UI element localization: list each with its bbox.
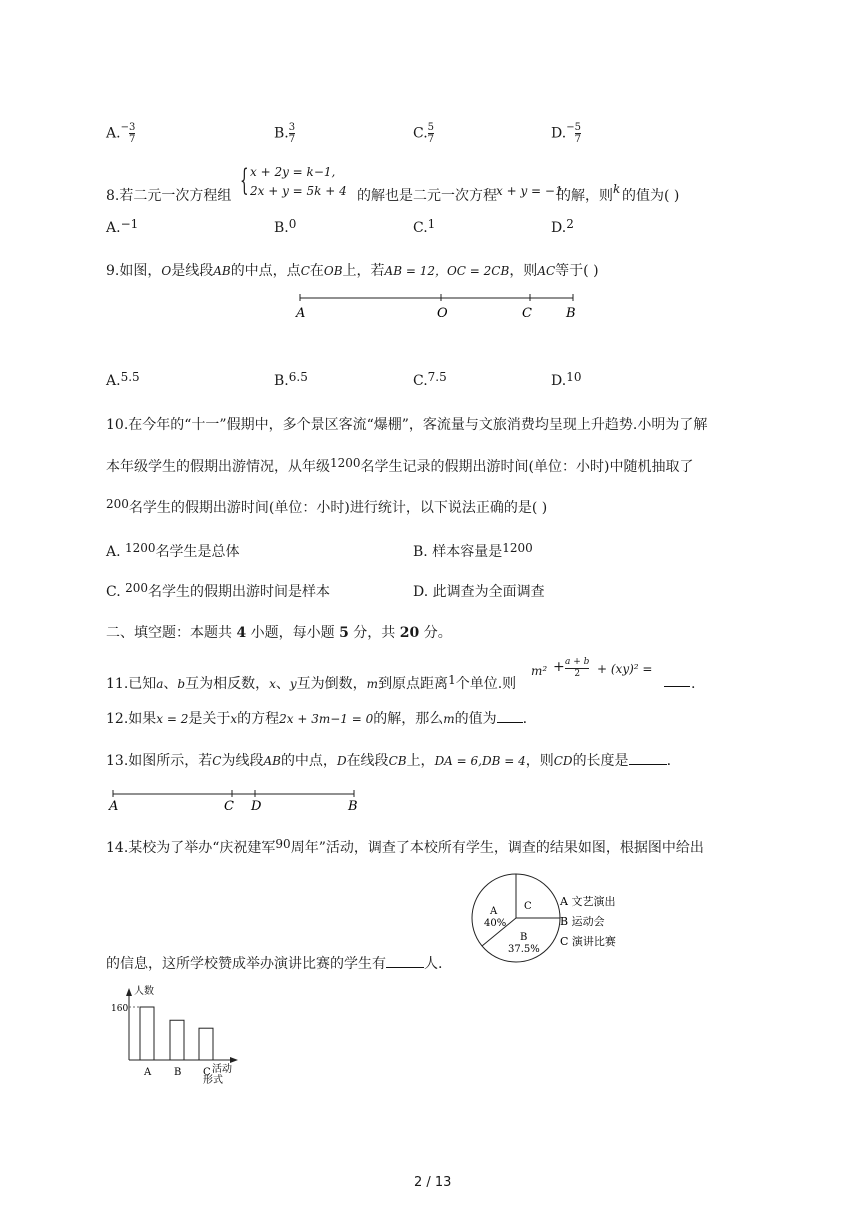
numerator: 3: [288, 122, 296, 133]
text: 分。: [419, 625, 452, 641]
fraction: [289, 122, 295, 145]
text: 名学生的假期出游时间(单位：小时)进行统计，以下说法正确的是( ): [128, 500, 548, 516]
var-b: b: [177, 677, 186, 691]
var-a: a: [156, 677, 164, 691]
var-cb: CB: [388, 754, 407, 768]
answer-blank: [664, 686, 690, 687]
denominator: 7: [574, 134, 581, 145]
text: 在线段: [346, 753, 389, 769]
option-letter: B.: [413, 544, 428, 560]
x-tick-label: B: [174, 1067, 182, 1078]
text: 周年”活动，调查了本校所有学生，调查的结果如图，根据图中给出: [290, 840, 704, 856]
text: 互为相反数，: [185, 676, 270, 692]
text: 上，: [406, 753, 435, 769]
q11-question: [106, 673, 516, 693]
bar-c: [199, 1028, 213, 1060]
option-letter: D.: [413, 584, 429, 600]
q7-option-d: [551, 122, 581, 145]
fraction: [428, 122, 434, 145]
pie-label-c: C: [524, 901, 532, 912]
text: ，则: [525, 753, 554, 769]
option-text: 此调查为全面调查: [432, 584, 545, 600]
option-letter: C.: [413, 373, 428, 389]
option-letter: D.: [551, 220, 567, 236]
q8-eq2: 2x + y = 5k + 4: [250, 184, 347, 198]
q8-option-b: [274, 217, 297, 236]
q9-question: [106, 260, 599, 280]
var-x: x: [269, 677, 276, 691]
denominator: 2: [574, 669, 581, 679]
label-d: D: [251, 799, 262, 814]
x-axis-arrow: [230, 1057, 238, 1063]
numerator: 3: [128, 122, 136, 133]
text: 13.如图所示，若: [106, 753, 213, 769]
option-text: 名学生是总体: [155, 544, 240, 560]
number: 5: [339, 625, 349, 641]
option-value: 2: [566, 217, 574, 231]
option-letter: A.: [106, 544, 121, 560]
var-m: m: [366, 677, 379, 691]
q11-expr-rest: + (xy)² =: [597, 662, 653, 676]
page-number: 2 / 13: [414, 1175, 452, 1190]
q10-line2: [106, 456, 693, 476]
q10-option-c: [106, 581, 330, 601]
option-letter: B.: [274, 373, 289, 389]
var-y: y: [289, 677, 297, 691]
answer-blank: [629, 752, 667, 765]
q8-prefix: 8.若二元一次方程组: [106, 188, 232, 204]
text: 等于( ): [555, 263, 599, 279]
option-value: 200: [125, 581, 149, 595]
label-c: C: [224, 799, 234, 814]
q9-option-d: [551, 370, 582, 389]
label-a: A: [109, 799, 119, 814]
y-axis-arrow: [126, 988, 132, 996]
q10-option-a: [106, 541, 240, 561]
label-b: B: [348, 799, 358, 814]
text: 的值为: [454, 711, 497, 727]
var-ac: AC: [537, 264, 556, 278]
text: 互为倒数，: [296, 676, 367, 692]
numerator: 5: [574, 122, 581, 133]
text: 的中点，点: [230, 263, 301, 279]
text: 为线段: [221, 753, 264, 769]
q10-option-d: [413, 581, 545, 601]
pie-percent-a: 40%: [484, 918, 507, 929]
option-text: 名学生的假期出游时间是样本: [148, 584, 331, 600]
q9-segment-figure: [290, 290, 590, 324]
var-ab: AB: [213, 264, 231, 278]
text: 是关于: [188, 711, 231, 727]
text: .: [522, 711, 528, 727]
option-value: −1: [120, 217, 139, 231]
option-letter: D.: [551, 373, 567, 389]
text: 的信息，这所学校赞成举办演讲比赛的学生有: [106, 956, 386, 972]
sign: −: [566, 121, 575, 133]
option-letter: B.: [274, 125, 289, 142]
number: 20: [399, 625, 420, 641]
equation: x = 2: [156, 712, 189, 726]
text: .: [666, 753, 672, 769]
x-tick-label: A: [144, 1067, 152, 1078]
number: 1200: [330, 456, 361, 470]
q7-option-a: [106, 122, 135, 145]
text: 人.: [424, 956, 443, 972]
q10-option-b: [413, 541, 533, 561]
text: ，则: [509, 263, 538, 279]
q8-suffix: 的值为( ): [622, 188, 680, 204]
section-2-heading: [106, 622, 452, 642]
q9-option-c: [413, 370, 447, 389]
number: 4: [236, 625, 247, 641]
text: 的方程: [237, 711, 280, 727]
label-a: A: [296, 306, 306, 321]
denominator: 7: [128, 134, 136, 145]
x-axis-label-line2: 形式: [203, 1075, 223, 1086]
q8-option-d: [551, 217, 574, 236]
var-d: D: [336, 754, 347, 768]
q7-option-c: [413, 122, 434, 145]
text: 的长度是: [572, 753, 629, 769]
fraction: [129, 122, 135, 145]
text: 二、填空题：本题共: [106, 625, 237, 641]
label-o: O: [437, 306, 448, 321]
option-value: 1200: [125, 541, 156, 555]
option-letter: C.: [413, 125, 428, 142]
option-letter: A.: [106, 125, 121, 142]
q11-end: .: [691, 676, 696, 692]
q14-line1: [106, 837, 704, 857]
text: 、: [163, 676, 178, 692]
option-letter: C.: [413, 220, 428, 236]
var-x: x: [230, 712, 238, 726]
legend-b: B 运动会: [560, 915, 605, 928]
option-letter: A.: [106, 220, 121, 236]
var-m: m: [443, 712, 455, 726]
legend-c: C 演讲比赛: [560, 935, 616, 948]
pie-label-a: A: [490, 906, 498, 917]
plus-sign: +: [553, 659, 565, 675]
text: 小题，每小题: [246, 625, 340, 641]
q14-line2: [106, 953, 442, 973]
number: 90: [275, 837, 291, 851]
answer-blank: [497, 710, 523, 723]
q9-option-b: [274, 370, 308, 389]
q8-middle: 的解也是二元一次方程: [357, 188, 497, 204]
option-value: 6.5: [288, 370, 308, 384]
equation: 2x + 3m−1 = 0: [279, 712, 374, 726]
legend-a: A 文艺演出: [560, 895, 616, 908]
pie-chart: [470, 873, 630, 968]
q12-question: [106, 708, 527, 728]
equation: AB = 12，OC = 2CB: [384, 264, 510, 278]
text: 分，共: [348, 625, 400, 641]
q8-eq3: x + y = −1: [496, 184, 563, 198]
number: 200: [106, 497, 129, 511]
q8-option-c: [413, 217, 436, 236]
denominator: 7: [288, 134, 296, 145]
option-value: 1: [427, 217, 436, 231]
q10-line3: [106, 497, 547, 517]
option-letter: C.: [106, 584, 121, 600]
var-c: C: [212, 754, 222, 768]
label-c: C: [522, 306, 532, 321]
fraction: [575, 122, 581, 145]
q11-fraction: [565, 657, 589, 680]
x-axis-label-line1: 活动: [212, 1064, 232, 1075]
text: 到原点距离: [378, 676, 449, 692]
numerator: a + b: [565, 657, 590, 667]
text: 名学生记录的假期出游时间(单位：小时)中随机抽取了: [360, 459, 694, 475]
text: 的解，那么: [373, 711, 444, 727]
pie-label-b: B: [520, 932, 528, 943]
option-value: 5.5: [120, 370, 140, 384]
number: 1: [448, 673, 456, 687]
text: 12.如果: [106, 711, 157, 727]
option-letter: A.: [106, 373, 121, 389]
var-o: O: [161, 264, 172, 278]
bar-chart: [104, 982, 254, 1092]
y-tick-label: 160: [111, 1004, 129, 1014]
bar-a: [140, 1007, 154, 1060]
text: 个单位.则: [455, 676, 517, 692]
bar-b: [170, 1020, 184, 1060]
equation: DA = 6,DB = 4: [434, 754, 526, 768]
text: 本年级学生的假期出游情况，从年级: [106, 459, 330, 475]
option-letter: D.: [551, 125, 567, 142]
q8-var: k: [613, 182, 621, 196]
text: 的中点，: [280, 753, 337, 769]
var-ob: OB: [323, 264, 343, 278]
var-cd: CD: [553, 754, 573, 768]
q8-middle2: 的解，则: [557, 188, 613, 204]
q8-option-a: [106, 217, 139, 236]
q9-option-a: [106, 370, 140, 389]
text: 在: [309, 263, 324, 279]
text: 9.如图，: [106, 263, 162, 279]
brace: {: [240, 163, 249, 198]
sign: −: [120, 121, 129, 133]
q11-expr-m: m²: [531, 664, 548, 678]
numerator: 5: [427, 122, 435, 133]
option-value: 10: [566, 370, 582, 384]
option-value: 7.5: [427, 370, 447, 384]
q13-question: [106, 750, 671, 770]
option-value: 0: [288, 217, 297, 231]
text: 是线段: [171, 263, 214, 279]
var-ab: AB: [263, 754, 281, 768]
denominator: 7: [427, 134, 435, 145]
q10-line1: 10.在今年的“十一”假期中，多个景区客流“爆棚”，客流量与文旅消费均呈现上升趋势.小明为了解: [106, 417, 708, 433]
q13-segment-figure: [108, 788, 368, 816]
text: 11.已知: [106, 676, 157, 692]
option-letter: B.: [274, 220, 289, 236]
var-c: C: [300, 264, 310, 278]
q8-eq1: x + 2y = k−1,: [250, 165, 336, 179]
text: 上，若: [342, 263, 385, 279]
y-axis-label: 人数: [134, 986, 154, 997]
pie-percent-b: 37.5%: [508, 944, 540, 955]
text: 、: [275, 676, 290, 692]
q7-option-b: [274, 122, 295, 145]
label-b: B: [566, 306, 576, 321]
x-tick-label: C: [203, 1067, 211, 1078]
text: 14.某校为了举办“庆祝建军: [106, 840, 276, 856]
option-value: 1200: [502, 541, 533, 555]
option-text: 样本容量是: [432, 544, 503, 560]
answer-blank: [386, 955, 424, 968]
